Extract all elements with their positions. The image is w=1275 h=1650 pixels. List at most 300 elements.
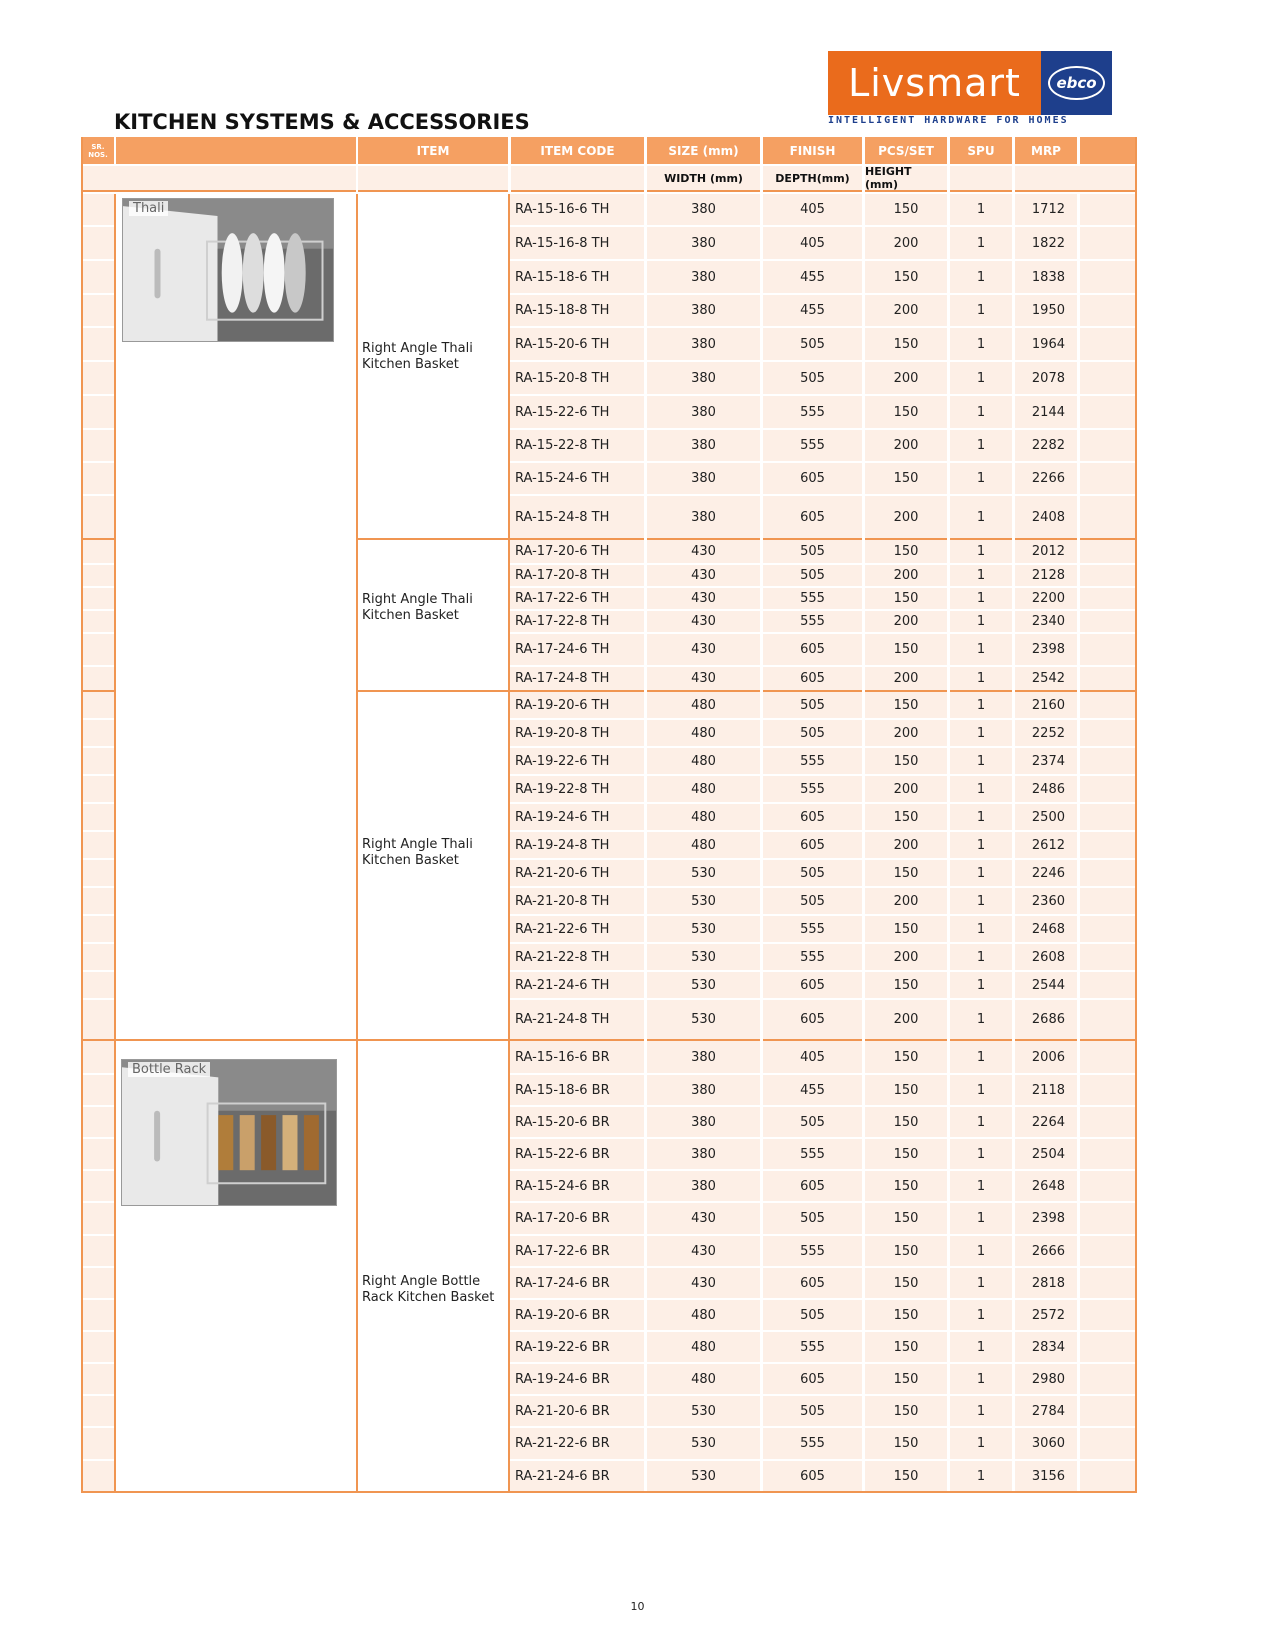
cell-mrp: 2468 — [1031, 921, 1065, 937]
cell-height: 150 — [893, 1275, 919, 1291]
cell-depth: 555 — [800, 438, 825, 453]
cell-spu: 1 — [976, 202, 986, 217]
cell-spu: 1 — [976, 949, 986, 965]
cell-height: 150 — [893, 697, 919, 713]
item-name: Right Angle Thali Kitchen Basket — [362, 592, 473, 624]
cell-spu: 1 — [976, 471, 986, 486]
cell-spu: 1 — [976, 269, 986, 285]
cell-mrp: 2608 — [1031, 949, 1065, 965]
plate-shape — [243, 233, 264, 313]
cell-height: 150 — [893, 1049, 919, 1065]
cell-spu: 1 — [976, 235, 986, 251]
cell-code: RA-17-24-8 TH — [515, 671, 610, 686]
header-extra — [1080, 137, 1136, 164]
cell-depth: 555 — [800, 1339, 825, 1355]
cell-depth: 605 — [800, 977, 825, 993]
cell-height: 150 — [893, 753, 919, 769]
cell-spu: 1 — [976, 544, 986, 559]
cell-mrp: 2980 — [1031, 1371, 1065, 1387]
cell-height: 200 — [893, 235, 919, 251]
cell-depth: 505 — [800, 1403, 825, 1419]
cell-depth: 505 — [800, 336, 825, 352]
header-item: ITEM — [358, 137, 508, 164]
cell-code: RA-19-22-6 BR — [515, 1339, 610, 1355]
cell-width: 380 — [691, 1146, 716, 1162]
livsmart-logo-text: Livsmart — [848, 61, 1021, 105]
table-left-border — [81, 137, 83, 1493]
cell-spu: 1 — [976, 1082, 986, 1098]
cell-spu: 1 — [976, 725, 986, 741]
cell-spu: 1 — [976, 837, 986, 853]
cell-depth: 605 — [800, 509, 825, 525]
cell-mrp: 2160 — [1031, 697, 1065, 713]
bottle-rack-image — [121, 1059, 337, 1206]
cell-mrp: 2340 — [1031, 614, 1065, 629]
cell-height: 150 — [893, 1211, 919, 1226]
cell-mrp: 2648 — [1031, 1178, 1065, 1194]
cell-depth: 505 — [800, 1114, 825, 1130]
cell-spu: 1 — [976, 809, 986, 825]
cell-depth: 605 — [800, 642, 825, 657]
column-divider — [947, 194, 950, 1493]
cell-height: 150 — [893, 1468, 919, 1484]
cell-mrp: 2500 — [1031, 809, 1065, 825]
cell-code: RA-17-24-6 BR — [515, 1275, 610, 1291]
header-finish: FINISH — [763, 137, 862, 164]
cell-width: 530 — [691, 1468, 716, 1484]
header-image-col — [116, 137, 356, 164]
subheader-blank-mrp — [1015, 166, 1136, 192]
thali-image-graphic — [123, 199, 333, 341]
cell-spu: 1 — [976, 977, 986, 993]
cell-mrp: 2834 — [1031, 1339, 1065, 1355]
cell-spu: 1 — [976, 1339, 986, 1355]
cell-width: 430 — [691, 1243, 716, 1259]
cell-height: 150 — [893, 865, 919, 881]
column-divider — [760, 194, 763, 1493]
thali-image — [122, 198, 334, 342]
cell-mrp: 2252 — [1031, 725, 1065, 741]
cell-height: 150 — [893, 269, 919, 285]
cell-height: 200 — [893, 949, 919, 965]
cell-code: RA-21-22-6 TH — [515, 921, 610, 937]
subheader-blank-spu — [950, 166, 1012, 192]
cell-spu: 1 — [976, 642, 986, 657]
cell-depth: 405 — [800, 1049, 825, 1065]
cell-height: 200 — [893, 837, 919, 853]
cell-depth: 555 — [800, 1243, 825, 1259]
cell-code: RA-15-18-8 TH — [515, 303, 610, 318]
bottle-shape — [261, 1115, 276, 1170]
image-column-panel — [116, 540, 356, 692]
cell-width: 430 — [691, 642, 716, 657]
cell-width: 430 — [691, 591, 716, 606]
cell-depth: 555 — [800, 591, 825, 606]
cell-width: 480 — [691, 725, 716, 741]
cell-mrp: 1964 — [1031, 336, 1065, 352]
cell-spu: 1 — [976, 591, 986, 606]
livsmart-logo — [828, 51, 1041, 115]
cell-depth: 605 — [800, 1012, 825, 1027]
cell-mrp: 2612 — [1031, 837, 1065, 853]
cell-width: 380 — [691, 438, 716, 453]
cell-spu: 1 — [976, 614, 986, 629]
cell-depth: 505 — [800, 1211, 825, 1226]
cell-width: 530 — [691, 949, 716, 965]
cell-code: RA-15-16-8 TH — [515, 235, 610, 251]
cell-code: RA-19-24-6 BR — [515, 1371, 610, 1387]
cell-width: 380 — [691, 336, 716, 352]
cell-height: 200 — [893, 725, 919, 741]
cell-code: RA-17-20-6 TH — [515, 544, 610, 559]
cell-code: RA-15-24-6 TH — [515, 471, 610, 486]
bottle-shape — [240, 1115, 255, 1170]
cell-code: RA-15-24-8 TH — [515, 509, 610, 525]
cell-width: 430 — [691, 1211, 716, 1226]
item-column-panel — [358, 1041, 508, 1491]
cell-depth: 505 — [800, 1307, 825, 1323]
cell-depth: 605 — [800, 809, 825, 825]
cell-mrp: 2078 — [1031, 370, 1065, 386]
header-spu: SPU — [950, 137, 1012, 164]
cell-code: RA-15-20-6 BR — [515, 1114, 610, 1130]
cell-spu: 1 — [976, 438, 986, 453]
cell-code: RA-19-22-8 TH — [515, 781, 610, 797]
page-title: KITCHEN SYSTEMS & ACCESSORIES — [114, 110, 530, 134]
cell-spu: 1 — [976, 568, 986, 583]
column-divider — [508, 194, 510, 1493]
cell-height: 150 — [893, 544, 919, 559]
cell-depth: 505 — [800, 370, 825, 386]
cell-width: 530 — [691, 1012, 716, 1027]
cell-height: 200 — [893, 509, 919, 525]
cell-mrp: 2504 — [1031, 1146, 1065, 1162]
header-sr-nos: SR. NOS. — [82, 137, 114, 164]
cell-depth: 605 — [800, 1371, 825, 1387]
cell-mrp: 1822 — [1031, 235, 1065, 251]
cell-spu: 1 — [976, 1012, 986, 1027]
cell-depth: 555 — [800, 921, 825, 937]
cell-mrp: 1712 — [1031, 202, 1065, 217]
cell-height: 200 — [893, 438, 919, 453]
cell-width: 530 — [691, 893, 716, 909]
cell-width: 430 — [691, 1275, 716, 1291]
bottle-rack-image-label: Bottle Rack — [128, 1062, 210, 1077]
cell-spu: 1 — [976, 509, 986, 525]
column-divider — [1012, 194, 1015, 1493]
cell-mrp: 2686 — [1031, 1012, 1065, 1027]
cell-spu: 1 — [976, 1403, 986, 1419]
cell-mrp: 2264 — [1031, 1114, 1065, 1130]
cell-spu: 1 — [976, 1146, 986, 1162]
cell-depth: 505 — [800, 865, 825, 881]
cell-depth: 555 — [800, 404, 825, 420]
cell-width: 480 — [691, 1307, 716, 1323]
bottle-shape — [218, 1115, 233, 1170]
cell-mrp: 1950 — [1031, 303, 1065, 318]
cell-spu: 1 — [976, 370, 986, 386]
cell-mrp: 2666 — [1031, 1243, 1065, 1259]
cell-code: RA-21-22-6 BR — [515, 1436, 610, 1451]
cell-width: 430 — [691, 568, 716, 583]
cell-code: RA-19-20-6 BR — [515, 1307, 610, 1323]
subheader-depth: DEPTH(mm) — [763, 166, 862, 192]
cell-width: 480 — [691, 809, 716, 825]
cell-mrp: 2012 — [1031, 544, 1065, 559]
cell-mrp: 2544 — [1031, 977, 1065, 993]
cell-depth: 605 — [800, 1178, 825, 1194]
cell-mrp: 2246 — [1031, 865, 1065, 881]
cell-mrp: 2266 — [1031, 471, 1065, 486]
cell-spu: 1 — [976, 1468, 986, 1484]
header-item-code: ITEM CODE — [511, 137, 644, 164]
item-name: Right Angle Bottle Rack Kitchen Basket — [362, 1273, 495, 1305]
cell-width: 380 — [691, 269, 716, 285]
cell-mrp: 2128 — [1031, 568, 1065, 583]
thali-image-label: Thali — [129, 201, 168, 216]
cell-width: 380 — [691, 370, 716, 386]
item-name: Right Angle Thali Kitchen Basket — [362, 340, 473, 372]
cell-height: 150 — [893, 1307, 919, 1323]
cell-width: 480 — [691, 697, 716, 713]
cell-spu: 1 — [976, 921, 986, 937]
subheader-width: WIDTH (mm) — [647, 166, 760, 192]
cell-mrp: 2374 — [1031, 753, 1065, 769]
cell-depth: 505 — [800, 568, 825, 583]
cell-width: 380 — [691, 303, 716, 318]
cell-code: RA-17-20-8 TH — [515, 568, 610, 583]
cell-width: 380 — [691, 1049, 716, 1065]
cell-spu: 1 — [976, 1114, 986, 1130]
cell-code: RA-17-20-6 BR — [515, 1211, 610, 1226]
cell-height: 150 — [893, 1371, 919, 1387]
cell-code: RA-21-24-6 TH — [515, 977, 610, 993]
cell-code: RA-19-22-6 TH — [515, 753, 610, 769]
cell-code: RA-15-24-6 BR — [515, 1178, 610, 1194]
cell-mrp: 1838 — [1031, 269, 1065, 285]
cell-code: RA-15-16-6 TH — [515, 202, 610, 217]
brand-tagline: INTELLIGENT HARDWARE FOR HOMES — [828, 115, 1069, 126]
cell-code: RA-21-24-8 TH — [515, 1012, 610, 1027]
item-name: Right Angle Thali Kitchen Basket — [362, 836, 473, 868]
cell-spu: 1 — [976, 1049, 986, 1065]
cell-height: 200 — [893, 671, 919, 686]
cell-width: 530 — [691, 1403, 716, 1419]
image-block-divider — [116, 1039, 356, 1041]
plate-shape — [285, 233, 306, 313]
cell-code: RA-21-24-6 BR — [515, 1468, 610, 1484]
cell-height: 200 — [893, 1012, 919, 1027]
subheader-height: HEIGHT (mm) — [865, 166, 947, 192]
cell-height: 150 — [893, 1178, 919, 1194]
cell-spu: 1 — [976, 865, 986, 881]
cell-height: 150 — [893, 591, 919, 606]
cell-spu: 1 — [976, 1371, 986, 1387]
cell-depth: 605 — [800, 837, 825, 853]
cell-width: 430 — [691, 671, 716, 686]
cell-depth: 555 — [800, 1436, 825, 1451]
column-divider — [1077, 194, 1080, 1493]
cell-spu: 1 — [976, 303, 986, 318]
header-size: SIZE (mm) — [647, 137, 760, 164]
cell-width: 480 — [691, 837, 716, 853]
ebco-logo — [1041, 51, 1112, 115]
cell-depth: 455 — [800, 1082, 825, 1098]
cell-width: 380 — [691, 404, 716, 420]
image-column-panel — [116, 692, 356, 1039]
cell-depth: 555 — [800, 753, 825, 769]
cell-mrp: 2282 — [1031, 438, 1065, 453]
cell-height: 150 — [893, 642, 919, 657]
cell-code: RA-21-22-8 TH — [515, 949, 610, 965]
cell-depth: 605 — [800, 471, 825, 486]
cell-height: 150 — [893, 1114, 919, 1130]
cell-mrp: 2118 — [1031, 1082, 1065, 1098]
cell-spu: 1 — [976, 1178, 986, 1194]
cell-height: 150 — [893, 1436, 919, 1451]
ebco-logo-text: ebco — [1048, 66, 1104, 100]
cell-mrp: 3156 — [1031, 1468, 1065, 1484]
cell-code: RA-21-20-6 BR — [515, 1403, 610, 1419]
cell-code: RA-17-22-6 TH — [515, 591, 610, 606]
cell-depth: 405 — [800, 235, 825, 251]
cell-height: 200 — [893, 614, 919, 629]
cell-spu: 1 — [976, 1307, 986, 1323]
cell-height: 150 — [893, 1082, 919, 1098]
cell-width: 480 — [691, 1371, 716, 1387]
cell-code: RA-19-20-8 TH — [515, 725, 610, 741]
subheader-blank-code — [511, 166, 644, 192]
cell-mrp: 3060 — [1031, 1436, 1065, 1451]
cell-spu: 1 — [976, 404, 986, 420]
cell-mrp: 2572 — [1031, 1307, 1065, 1323]
cell-depth: 405 — [800, 202, 825, 217]
cell-height: 200 — [893, 303, 919, 318]
plate-shape — [222, 233, 243, 313]
cell-width: 380 — [691, 235, 716, 251]
cell-height: 150 — [893, 809, 919, 825]
cell-mrp: 2360 — [1031, 893, 1065, 909]
cell-depth: 605 — [800, 1468, 825, 1484]
cell-spu: 1 — [976, 1275, 986, 1291]
cell-depth: 505 — [800, 544, 825, 559]
cell-width: 380 — [691, 509, 716, 525]
cell-code: RA-19-24-8 TH — [515, 837, 610, 853]
cell-code: RA-17-24-6 TH — [515, 642, 610, 657]
cell-width: 480 — [691, 753, 716, 769]
subheader-blank-item — [358, 166, 508, 192]
cell-width: 480 — [691, 1339, 716, 1355]
cell-height: 150 — [893, 202, 919, 217]
cell-height: 150 — [893, 977, 919, 993]
cell-width: 530 — [691, 1436, 716, 1451]
cell-depth: 605 — [800, 671, 825, 686]
cell-width: 530 — [691, 865, 716, 881]
cell-depth: 555 — [800, 781, 825, 797]
cell-mrp: 2144 — [1031, 404, 1065, 420]
cell-width: 380 — [691, 1082, 716, 1098]
cell-mrp: 2398 — [1031, 642, 1065, 657]
plate-shape — [264, 233, 285, 313]
cell-code: RA-15-22-6 TH — [515, 404, 610, 420]
cell-mrp: 2200 — [1031, 591, 1065, 606]
cell-depth: 505 — [800, 893, 825, 909]
cell-height: 150 — [893, 1146, 919, 1162]
table-bottom-border — [81, 1491, 1137, 1493]
cell-code: RA-17-22-6 BR — [515, 1243, 610, 1259]
brand-logo — [828, 51, 1112, 126]
column-divider — [644, 194, 647, 1493]
cell-mrp: 2542 — [1031, 671, 1065, 686]
cell-width: 380 — [691, 471, 716, 486]
cell-height: 200 — [893, 568, 919, 583]
cell-code: RA-21-20-6 TH — [515, 865, 610, 881]
cell-width: 430 — [691, 614, 716, 629]
cell-depth: 505 — [800, 725, 825, 741]
cell-width: 530 — [691, 921, 716, 937]
cell-width: 380 — [691, 1114, 716, 1130]
cell-spu: 1 — [976, 697, 986, 713]
cell-depth: 555 — [800, 949, 825, 965]
cell-height: 150 — [893, 1403, 919, 1419]
cell-spu: 1 — [976, 1211, 986, 1226]
cell-width: 480 — [691, 781, 716, 797]
cell-mrp: 2486 — [1031, 781, 1065, 797]
cell-code: RA-15-20-6 TH — [515, 336, 610, 352]
cell-depth: 505 — [800, 697, 825, 713]
cell-code: RA-15-16-6 BR — [515, 1049, 610, 1065]
cell-depth: 455 — [800, 269, 825, 285]
header-mrp: MRP — [1015, 137, 1077, 164]
page-number: 10 — [630, 1600, 645, 1613]
cell-code: RA-15-18-6 TH — [515, 269, 610, 285]
cell-depth: 605 — [800, 1275, 825, 1291]
cell-spu: 1 — [976, 1436, 986, 1451]
cell-height: 150 — [893, 921, 919, 937]
cell-spu: 1 — [976, 753, 986, 769]
cell-width: 380 — [691, 202, 716, 217]
cell-height: 200 — [893, 781, 919, 797]
cell-code: RA-15-18-6 BR — [515, 1082, 610, 1098]
cell-mrp: 2408 — [1031, 509, 1065, 525]
cell-spu: 1 — [976, 336, 986, 352]
cell-width: 430 — [691, 544, 716, 559]
header-pcs-set: PCS/SET — [865, 137, 947, 164]
cell-depth: 555 — [800, 614, 825, 629]
cell-height: 200 — [893, 893, 919, 909]
cell-height: 150 — [893, 471, 919, 486]
cell-height: 150 — [893, 1243, 919, 1259]
cell-code: RA-19-24-6 TH — [515, 809, 610, 825]
cell-height: 200 — [893, 370, 919, 386]
table-right-border — [1135, 137, 1137, 1493]
cell-code: RA-21-20-8 TH — [515, 893, 610, 909]
cell-code: RA-15-22-8 TH — [515, 438, 610, 453]
subheader-blank — [82, 166, 356, 192]
cell-spu: 1 — [976, 1243, 986, 1259]
bottle-rack-image-graphic — [122, 1060, 336, 1205]
cell-spu: 1 — [976, 893, 986, 909]
cell-code: RA-15-20-8 TH — [515, 370, 610, 386]
cell-spu: 1 — [976, 671, 986, 686]
bottle-shape — [304, 1115, 319, 1170]
cell-mrp: 2784 — [1031, 1403, 1065, 1419]
cell-depth: 555 — [800, 1146, 825, 1162]
cell-mrp: 2398 — [1031, 1211, 1065, 1226]
cell-width: 380 — [691, 1178, 716, 1194]
cell-width: 530 — [691, 977, 716, 993]
cell-spu: 1 — [976, 781, 986, 797]
